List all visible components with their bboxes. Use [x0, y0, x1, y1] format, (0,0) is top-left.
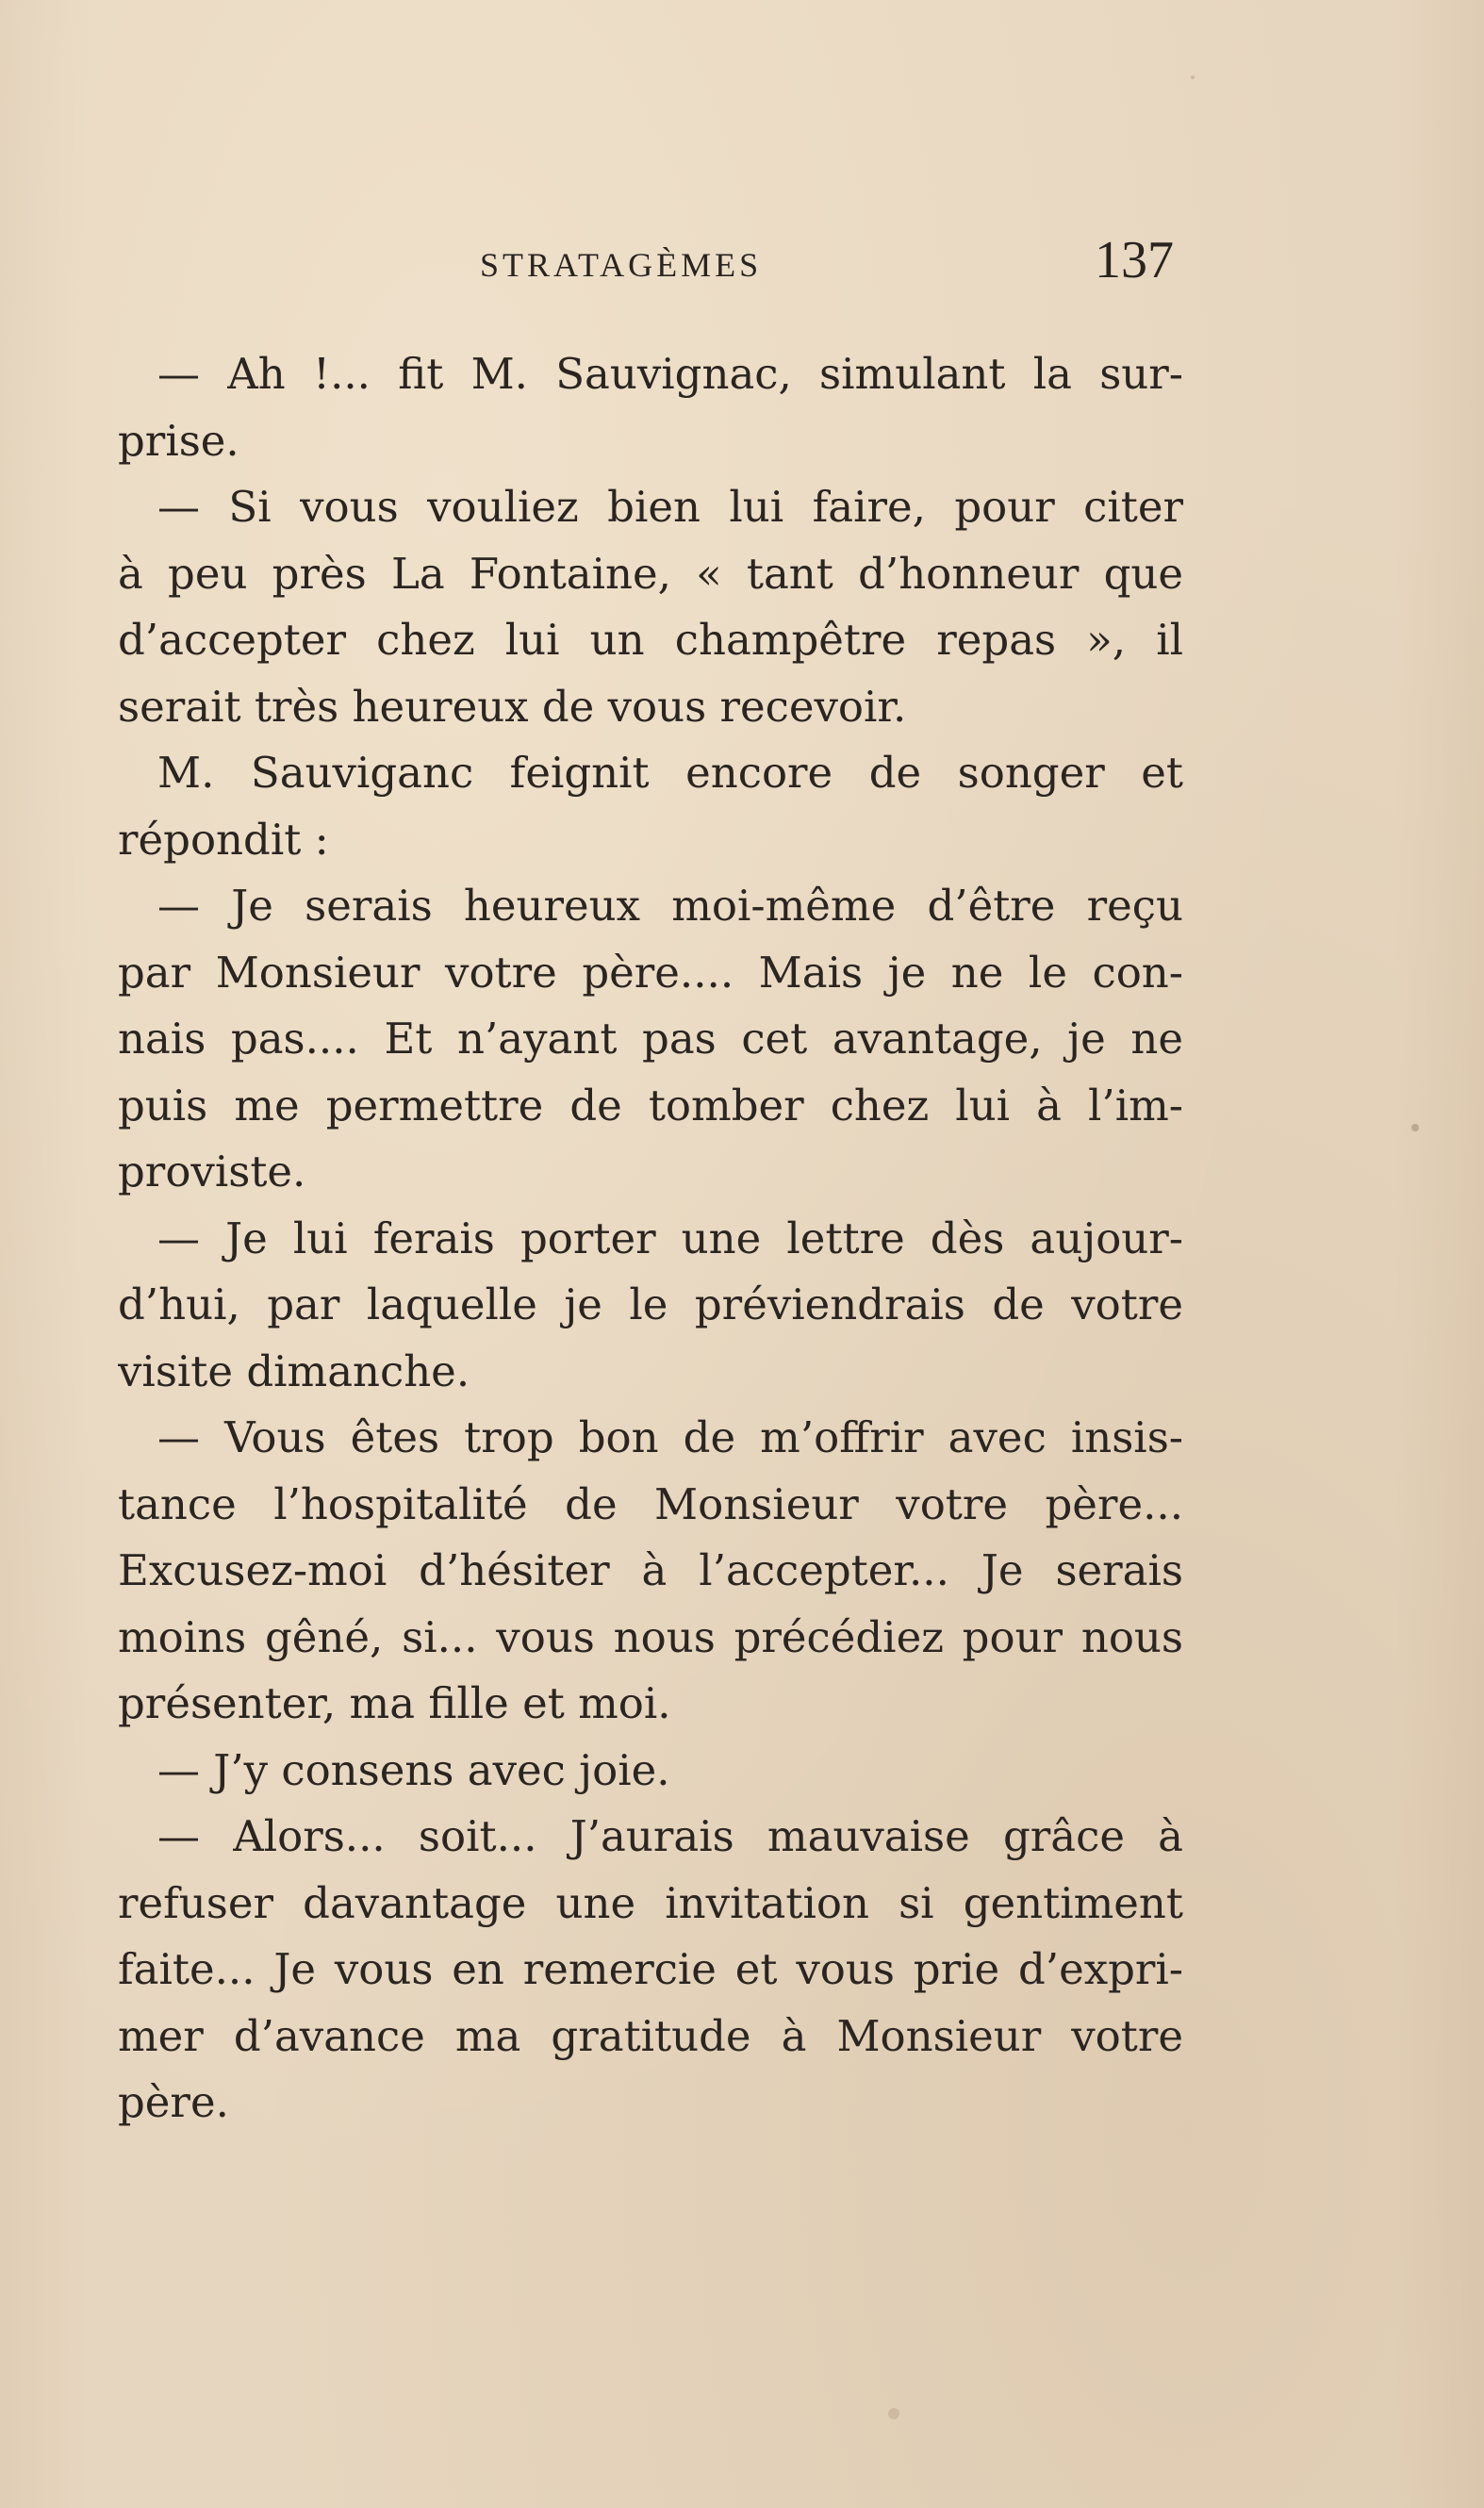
- text-line: — Si vous vouliez bien lui faire, pour citer: [157, 482, 1183, 532]
- text-line: refuser davantage une invitation si gentiment: [118, 1877, 1183, 1928]
- page-header: [118, 230, 1174, 296]
- text-line: M. Sauviganc feignit encore de songer et: [157, 748, 1183, 798]
- text-line: mer d’avance ma gratitude à Monsieur votre: [118, 2010, 1183, 2061]
- text-line: présenter, ma fille et moi.: [118, 1678, 671, 1728]
- text-line: — J’y consens avec joie.: [157, 1744, 670, 1795]
- text-line: prise.: [118, 415, 239, 466]
- text-line: d’accepter chez lui un champêtre repas », il: [118, 615, 1183, 665]
- running-title: STRATAGÈMES: [480, 246, 763, 284]
- text-line: — Ah !... fit M. Sauvignac, simulant la sur-: [157, 349, 1183, 399]
- paper-speck: [1191, 75, 1195, 79]
- body-text: [118, 341, 1183, 2137]
- text-line: serait très heureux de vous recevoir.: [118, 681, 907, 732]
- text-line: nais pas.... Et n’ayant pas cet avantage, je ne: [118, 1014, 1183, 1064]
- text-line: — Je lui ferais porter une lettre dès aujour-: [157, 1213, 1183, 1263]
- text-line: répondit :: [118, 814, 329, 865]
- text-line: tance l’hospitalité de Monsieur votre père...: [118, 1478, 1183, 1529]
- text-line: visite dimanche.: [118, 1345, 470, 1396]
- text-line: proviste.: [118, 1147, 306, 1196]
- text-line: par Monsieur votre père.... Mais je ne le con-: [118, 947, 1183, 998]
- text-line: Excusez-moi d’hésiter à l’accepter... Je serais: [118, 1545, 1183, 1595]
- text-line: père.: [118, 2077, 229, 2127]
- page-number: 137: [1095, 231, 1174, 289]
- text-line: faite... Je vous en remercie et vous prie d’expri-: [118, 1944, 1183, 1994]
- text-line: — Je serais heureux moi-même d’être reçu: [157, 881, 1183, 931]
- text-line: d’hui, par laquelle je le préviendrais de votre: [118, 1279, 1183, 1329]
- text-line: à peu près La Fontaine, « tant d’honneur que: [118, 548, 1183, 599]
- paper-speck: [888, 2408, 899, 2419]
- text-line: puis me permettre de tomber chez lui à l’im-: [118, 1080, 1183, 1130]
- text-line: moins gêné, si... vous nous précédiez pour nous: [118, 1611, 1183, 1662]
- text-line: — Vous êtes trop bon de m’offrir avec insis-: [157, 1412, 1183, 1462]
- text-line: — Alors... soit... J’aurais mauvaise grâce à: [157, 1811, 1183, 1861]
- paper-speck: [1411, 1124, 1419, 1131]
